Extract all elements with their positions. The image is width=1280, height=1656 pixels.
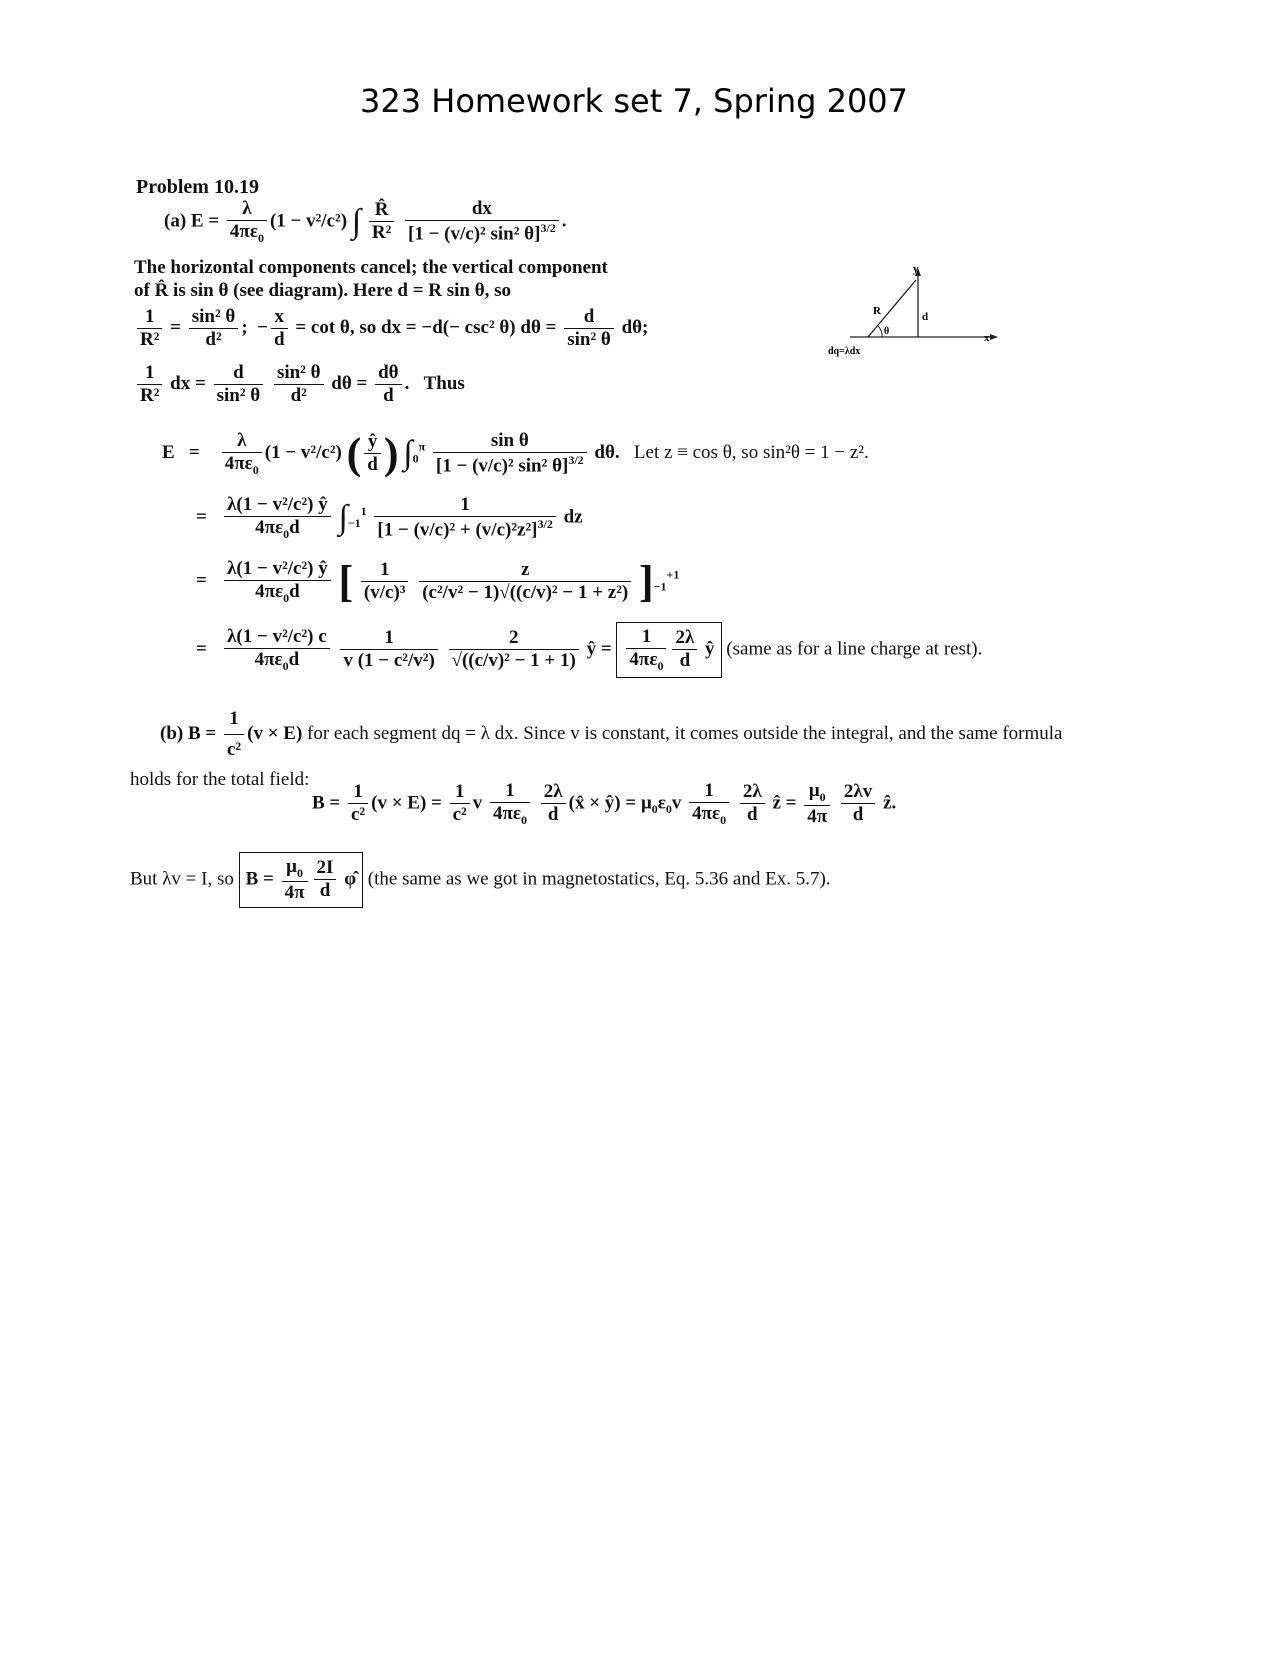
diagram-dq-label: dq=λdx xyxy=(828,346,861,357)
substitution-note: Let z ≡ cos θ, so sin²θ = 1 − z². xyxy=(633,441,869,463)
equation-e-line4: = $\frac{\text{λ(1 − v²/c²) c}}{4\pi\varepsilon_0d}$ $\frac{1}{\text{v (1 − c²/v²)}}$ $\frac{2}{\text{√((c/v)² − 1 + 1)}}$ ŷ = $\frac{1}{4\pi\varepsilon_0}$ $\frac{2\lambda}{d}$ ŷ (same as for a line charge at rest). xyxy=(196,622,982,678)
part-a-label: (a) xyxy=(164,210,187,232)
theta-arc xyxy=(878,326,882,337)
diagram-r-label: R xyxy=(873,305,881,317)
diagram-d-label: d xyxy=(922,311,929,323)
x-axis-arrow xyxy=(990,334,998,340)
but-text: But λv = I, so xyxy=(130,868,234,890)
part-b-label: (b) xyxy=(160,722,184,744)
equation-b-field: B = $\frac{1}{\text{c²}}$ (v × E) = $\frac{1}{\text{c²}}$ v $\frac{1}{4\pi\varepsilon_0}$ $\frac{2\lambda}{d}$ (x̂ × ŷ) = $\mu_0\varepsilon_0v$ $\frac{1}{4\pi\varepsilon_0}$ $\frac{2\lambda}{d}$ ẑ = $\frac{\mu_0}{4\pi}$ $\frac{2\lambda v}{d}$ ẑ. xyxy=(312,780,897,827)
thus-label: Thus xyxy=(423,372,465,394)
boxed-b-result: B = $\frac{\mu_0}{4\pi}$ $\frac{2I}{d}$ φ̂ xyxy=(239,852,363,908)
problem-heading: Problem 10.19 xyxy=(136,176,259,198)
equation-e-line2: = $\frac{\text{λ(1 − v²/c²) ŷ}}{4\pi\varepsilon_0d}$ $\int_{-1}^1$ $\frac{1}{[1 - (v/c)^2 + (v/c)^2z^2]^{3/2}}$ dz xyxy=(196,494,583,541)
page-title: 323 Homework set 7, Spring 2007 xyxy=(360,82,909,120)
diagram-theta-label: θ xyxy=(884,326,890,337)
equation-a2: $\frac{1}{\text{R²}}$ = $\frac{\text{sin² θ}}{\text{d²}}$ ; − $\frac{x}{d}$ = cot θ, so dx = −d(− csc² θ) dθ = $\frac{d}{\text{sin² θ}}$ dθ; xyxy=(134,306,648,351)
equation-e-line1: E = $\frac{\lambda}{4\pi\varepsilon_0}$ (1 − v²/c²) ( $\frac{ŷ}{d}$ ) $\int_0^\pi$ $\frac{\text{sin θ}}{[1 - (v/c)^2 \sin^2 \theta]^{3/2}}$ dθ. Let z ≡ cos θ, so sin²θ = 1 − z². xyxy=(162,429,869,478)
equation-a3: $\frac{1}{\text{R²}}$ dx = $\frac{d}{\text{sin² θ}}$ $\frac{\text{sin² θ}}{\text{d²}}$ dθ = $\frac{d\theta}{d}$ . Thus xyxy=(134,362,465,407)
paragraph-horizontal-components: The horizontal components cancel; the vertical component of R̂ is sin θ (see diagram). Here d = R sin θ, so xyxy=(134,257,608,301)
part-b-text: for each segment dq = λ dx. Since v is constant, it comes outside the integral, and the same formula holds for the total field: xyxy=(130,722,1063,790)
equation-e-line3: = $\frac{\text{λ(1 − v²/c²) ŷ}}{4\pi\varepsilon_0d}$ [ $\frac{1}{\text{(v/c)³}}$ $\frac{z}{\text{(c²/v² − 1)√((c/v)² − 1 + z²)}}$ ]$_{-1}^{+1}$ xyxy=(196,557,680,606)
geometry-diagram xyxy=(820,262,1000,362)
final-result-line xyxy=(130,852,831,908)
diagram-x-label: x xyxy=(984,332,990,344)
equation-a1: (a) E = $\frac{\lambda}{4\pi\varepsilon_0}$ (1 − v²/c²) ∫ $\frac{R̂}{\text{R²}}$ $\frac{dx}{[1 - (v/c)^2 \sin^2 \theta]^{3/2}}$ . xyxy=(164,198,567,245)
line-charge-note: (same as for a line charge at rest). xyxy=(726,638,983,660)
magnetostatics-note: (the same as we got in magnetostatics, Eq. 5.36 and Ex. 5.7). xyxy=(367,868,831,890)
boxed-e-result: $\frac{1}{4\pi\varepsilon_0}$ $\frac{2\lambda}{d}$ ŷ xyxy=(616,622,721,678)
part-b-paragraph: (b) B = $\frac{1}{\text{c²}}$ (v × E) for each segment dq = λ dx. Since v is constant, it comes outside the integral, and the same formula holds for the total field: xyxy=(130,704,1090,795)
diagram-y-label: y xyxy=(913,263,919,275)
